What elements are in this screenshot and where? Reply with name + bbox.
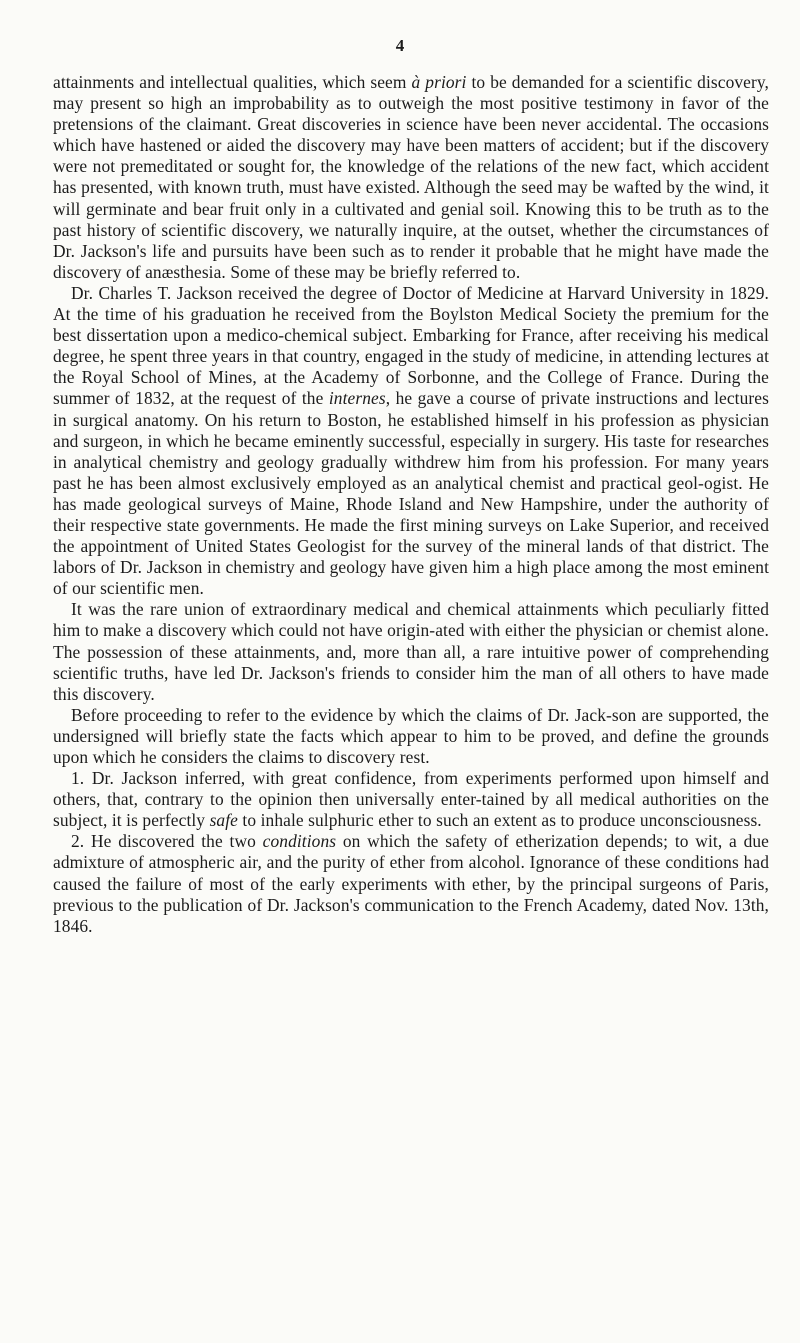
paragraph-2: Dr. Charles T. Jackson received the degree of Doctor of Medicine at Harvard University in 1829. At the time of his graduation he received from the Boylston Medical Society the premium for the best dissertation upon a medico-chemical subject. Embarking for France, after receiving his medical degree, he spent three years in that country, engaged in the study of medicine, in attending lectures at the Royal School of Mines, at the Academy of Sorbonne, and the College of France. During the summer of 1832, at the request of the internes, he gave a course of private instructions and lectures in surgical anatomy. On his return to Boston, he established himself in his profession as physician and surgeon, in which he became eminently successful, especially in surgery. His taste for researches in analytical chemistry and geology gradually withdrew him from his profession. For many years past he has been almost exclusively employed as an analytical chemist and practical geol-ogist. He has made geological surveys of Maine, Rhode Island and New Hampshire, under the authority of their respective state governments. He made the first mining surveys on Lake Superior, and received the appointment of United States Geologist for the survey of the mineral lands of that district. The labors of Dr. Jackson in chemistry and geology have given him a high place among the most eminent of our scientific men. <box>53 282 769 599</box>
paragraph-3: It was the rare union of extraordinary medical and chemical attainments which peculiarly fitted him to make a discovery which could not have origin-ated with either the physician or chemist alone. The possession of these attainments, and, more than all, a rare intuitive power of comprehending scientific truths, have led Dr. Jackson's friends to consider him the man of all others to have made this discovery. <box>53 599 769 704</box>
paragraph-5: 1. Dr. Jackson inferred, with great confidence, from experiments performed upon himself and others, that, contrary to the opinion then universally enter-tained by all medical authorities on the subject, it is perfectly safe to inhale sulphuric ether to such an extent as to produce unconsciousness. <box>53 768 769 831</box>
paragraph-4: Before proceeding to refer to the evidence by which the claims of Dr. Jack-son are supported, the undersigned will briefly state the facts which appear to him to be proved, and define the grounds upon which he considers the claims to discovery rest. <box>53 704 769 767</box>
page-number: 4 <box>395 36 405 55</box>
paragraph-1: attainments and intellectual qualities, which seem à priori to be demanded for a scientific discovery, may present so high an improbability as to outweigh the most positive testimony in favor of the pretensions of the claimant. Great discoveries in science have been never accidental. The occasions which have hastened or aided the discovery may have been matters of accident; but if the discovery were not premeditated or sought for, the knowledge of the relations of the new fact, which accident has presented, with known truth, must have existed. Although the seed may be wafted by the wind, it will germinate and bear fruit only in a cultivated and genial soil. Knowing this to be truth as to the past history of scientific discovery, we naturally inquire, at the outset, whether the circumstances of Dr. Jackson's life and pursuits have been such as to render it probable that he might have made the discovery of anæsthesia. Some of these may be briefly referred to. <box>53 72 769 282</box>
body-text <box>53 72 769 937</box>
paragraph-6: 2. He discovered the two conditions on which the safety of etherization depends; to wit, a due admixture of atmospheric air, and the purity of ether from alcohol. Ignorance of these conditions had caused the failure of most of the early experiments with ether, by the principal surgeons of Paris, previous to the publication of Dr. Jackson's communication to the French Academy, dated Nov. 13th, 1846. <box>53 831 769 936</box>
